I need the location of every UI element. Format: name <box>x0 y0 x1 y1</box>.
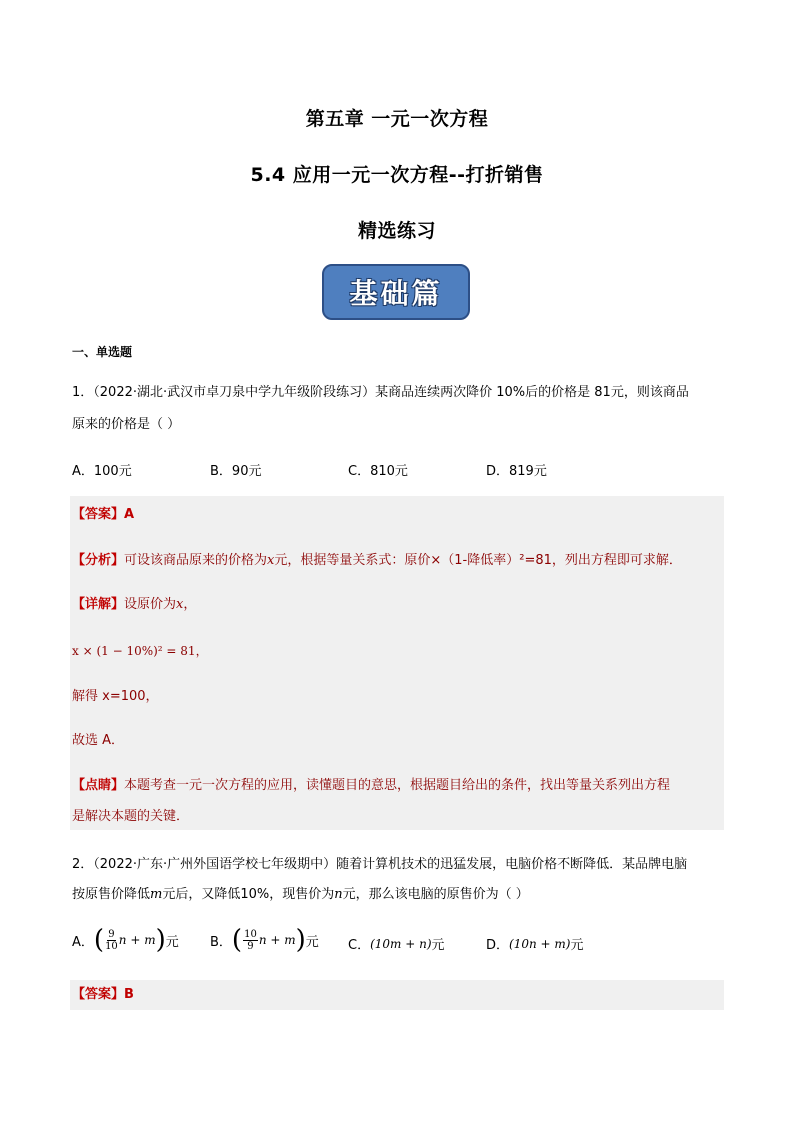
q1-equation: x × (1 − 10%)² = 81， <box>72 644 208 658</box>
q2-option-c: C． (10m + n) 元 <box>348 936 445 953</box>
q2-stem-line1: 2．（2022·广东·广州外国语学校七年级期中）随着计算机技术的迅猛发展，电脑价格不断降低．某品牌电脑 <box>72 857 688 872</box>
q1-comment-line2: 是解决本题的关键． <box>72 809 190 824</box>
q2-option-a: A． ( $\frac{9}{10}$ n + m ) 元 <box>72 925 179 955</box>
q1-detail-label: 【详解】 <box>72 597 125 612</box>
q2-option-d: D． (10n + m) 元 <box>486 936 584 953</box>
q2-option-b: B． ( $\frac{10}{9}$ n + m ) 元 <box>210 925 319 955</box>
q1-answer <box>72 506 134 524</box>
q1-choose: 故选 A． <box>72 733 125 748</box>
q1-option-d: D．819元 <box>486 464 547 479</box>
q1-comment-label: 【点睛】 <box>72 778 125 793</box>
q1-option-b: B．90元 <box>210 464 262 479</box>
q2-option-b-fraction: $\frac{10}{9}$ <box>244 928 257 952</box>
q1-option-c: C．810元 <box>348 464 408 479</box>
q2-answer <box>72 986 134 1004</box>
q1-analysis-label: 【分析】 <box>72 553 125 568</box>
q1-analysis: 【分析】可设该商品原来的价格为x元，根据等量关系式：原价×（1-降低率）²=81，列出方程即可求解． <box>72 553 682 568</box>
q1-comment-line1: 【点睛】本题考查一元一次方程的应用，读懂题目的意思，根据题目给出的条件，找出等量关系列出方程 <box>72 778 671 793</box>
q1-detail: 【详解】设原价为x， <box>72 597 197 612</box>
q1-solve: 解得 x=100， <box>72 689 159 704</box>
q1-stem-line1: 1．（2022·湖北·武汉市卓刀泉中学九年级阶段练习）某商品连续两次降价 10%后的价格是 81元，则该商品 <box>72 385 689 400</box>
section-title: 5.4 应用一元一次方程--打折销售 <box>250 164 544 186</box>
q1-answer-label: 【答案】 <box>72 507 125 522</box>
q2-option-a-fraction: $\frac{9}{10}$ <box>105 928 118 952</box>
q2-stem-line2: 按原售价降低m元后，又降低10%，现售价为n元，那么该电脑的原售价为（ ） <box>72 887 529 902</box>
q2-solution-block <box>70 980 724 1010</box>
chapter-title: 第五章 一元一次方程 <box>305 108 489 130</box>
section-heading: 一、单选题 <box>72 345 133 359</box>
level-badge <box>322 264 470 320</box>
q1-option-a: A．100元 <box>72 464 132 479</box>
q2-answer-value: B <box>124 987 134 1002</box>
q1-stem-line2: 原来的价格是（ ） <box>72 417 181 432</box>
q2-answer-label: 【答案】 <box>72 987 125 1002</box>
level-badge-label: 基础篇 <box>349 277 443 310</box>
q1-answer-value: A <box>124 507 135 522</box>
subtitle: 精选练习 <box>357 220 436 242</box>
